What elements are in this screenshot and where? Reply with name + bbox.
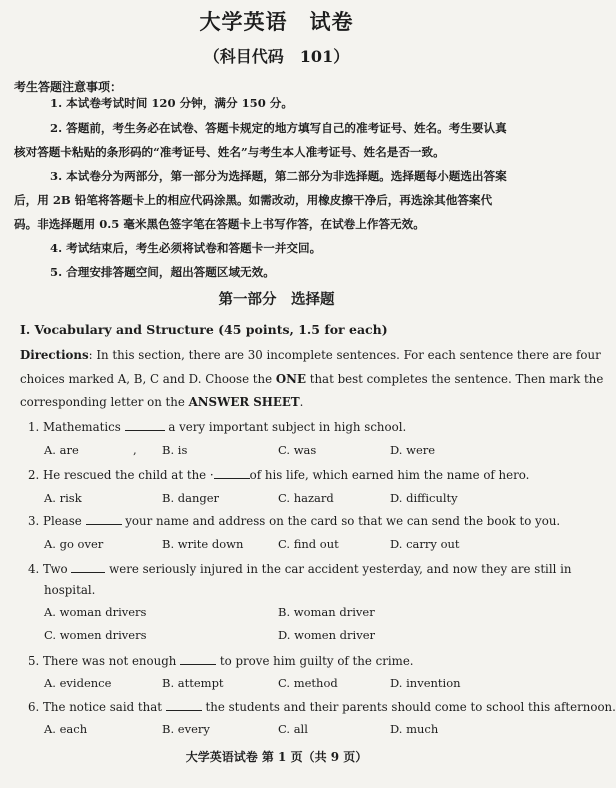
notice-line: 3. 本试卷分为两部分，第一部分为选择题，第二部分为非选择题。选择题每小题选出答案 bbox=[50, 169, 507, 183]
question-text: to prove him guilty of the crime. bbox=[216, 654, 414, 668]
question-continuation: hospital. bbox=[44, 583, 96, 597]
notice-line: 后，用 2B 铅笔将答题卡上的相应代码涂黑。如需改动，用橡皮擦干净后，再选涂其他答案代 bbox=[14, 193, 493, 207]
question-text: 6. The notice said that bbox=[28, 700, 166, 714]
directions-text: corresponding letter on the bbox=[20, 395, 189, 409]
notice-line: 码。非选择题用 0.5 毫米黑色签字笔在答题卡上书写作答，在试卷上作答无效。 bbox=[14, 217, 425, 231]
question-text: the students and their parents should come to school this afternoon. bbox=[201, 700, 616, 714]
answer-blank bbox=[71, 560, 105, 573]
option-d: D. women driver bbox=[278, 628, 375, 642]
option-b: B. write down bbox=[162, 537, 244, 551]
directions-label: Directions bbox=[20, 348, 89, 362]
question-2 bbox=[28, 466, 529, 482]
subject-code: （科目代码 101） bbox=[203, 47, 350, 66]
directions-text: choices marked A, B, C and D. Choose the bbox=[20, 372, 276, 386]
answer-blank bbox=[166, 698, 202, 711]
part-heading: I. Vocabulary and Structure (45 points, 1.5 for each) bbox=[20, 322, 388, 337]
directions-bold: ANSWER SHEET bbox=[188, 395, 300, 409]
page-title: 大学英语 试卷 bbox=[199, 9, 354, 34]
option-d: D. were bbox=[390, 443, 436, 457]
question-text: a very important subject in high school. bbox=[164, 420, 407, 434]
option-a: A. go over bbox=[44, 537, 104, 551]
option-separator: , bbox=[133, 443, 137, 457]
question-3 bbox=[28, 512, 560, 528]
directions-bold: ONE bbox=[275, 372, 306, 386]
option-c: C. find out bbox=[278, 537, 339, 551]
option-b: B. danger bbox=[162, 491, 220, 505]
option-a: A. are bbox=[44, 443, 79, 457]
option-d: D. much bbox=[390, 722, 439, 736]
question-text: were seriously injured in the car accident yesterday, and now they are still in bbox=[105, 562, 572, 576]
section-title: 第一部分 选择题 bbox=[218, 291, 335, 308]
option-a: A. each bbox=[44, 722, 88, 736]
question-text: 5. There was not enough bbox=[28, 654, 181, 668]
directions-text: . bbox=[299, 395, 304, 409]
option-d: D. carry out bbox=[390, 537, 460, 551]
option-a: A. woman drivers bbox=[44, 605, 147, 619]
option-c: C. method bbox=[278, 676, 338, 690]
answer-blank bbox=[86, 512, 122, 525]
option-b: B. is bbox=[162, 443, 188, 457]
directions-line-3 bbox=[20, 391, 303, 414]
notice-line: 2. 答题前，考生务必在试卷、答题卡规定的地方填写自己的准考证号、姓名。考生要认真 bbox=[50, 121, 507, 135]
option-a: A. evidence bbox=[44, 676, 112, 690]
question-text: your name and address on the card so that we can send the book to you. bbox=[121, 514, 561, 528]
directions-line-1 bbox=[20, 344, 601, 367]
option-c: C. hazard bbox=[278, 491, 334, 505]
question-4 bbox=[28, 560, 572, 576]
option-c: C. all bbox=[278, 722, 308, 736]
notice-line: 核对答题卡粘贴的条形码的“准考证号、姓名”与考生本人准考证号、姓名是否一致。 bbox=[14, 145, 445, 159]
option-c: C. was bbox=[278, 443, 317, 457]
notice-line: 1. 本试卷考试时间 120 分钟，满分 150 分。 bbox=[50, 96, 293, 110]
notice-line: 5. 合理安排答题空间，超出答题区域无效。 bbox=[50, 265, 275, 279]
option-d: D. difficulty bbox=[390, 491, 458, 505]
option-a: A. risk bbox=[44, 491, 82, 505]
page-footer: 大学英语试卷 第 1 页（共 9 页） bbox=[185, 750, 368, 764]
option-c: C. women drivers bbox=[44, 628, 147, 642]
question-text: of his life, which earned him the name of hero. bbox=[249, 468, 530, 482]
question-text: 2. He rescued the child at the · bbox=[28, 468, 214, 482]
option-b: B. attempt bbox=[162, 676, 224, 690]
option-b: B. every bbox=[162, 722, 210, 736]
directions-line-2 bbox=[20, 368, 603, 391]
notice-heading: 考生答题注意事项： bbox=[14, 80, 123, 94]
question-text: 3. Please bbox=[28, 514, 86, 528]
answer-blank bbox=[125, 418, 165, 431]
question-1 bbox=[28, 418, 406, 434]
question-6 bbox=[28, 698, 616, 714]
question-5 bbox=[28, 652, 414, 668]
question-text: 1. Mathematics bbox=[28, 420, 125, 434]
option-d: D. invention bbox=[390, 676, 461, 690]
answer-blank bbox=[214, 466, 250, 479]
question-text: 4. Two bbox=[28, 562, 72, 576]
answer-blank bbox=[180, 652, 216, 665]
option-b: B. woman driver bbox=[278, 605, 375, 619]
directions-text: that best completes the sentence. Then mark the bbox=[305, 372, 604, 386]
directions-text: : In this section, there are 30 incomplete sentences. For each sentence there are four bbox=[88, 348, 601, 362]
notice-line: 4. 考试结束后，考生必须将试卷和答题卡一并交回。 bbox=[50, 241, 322, 255]
